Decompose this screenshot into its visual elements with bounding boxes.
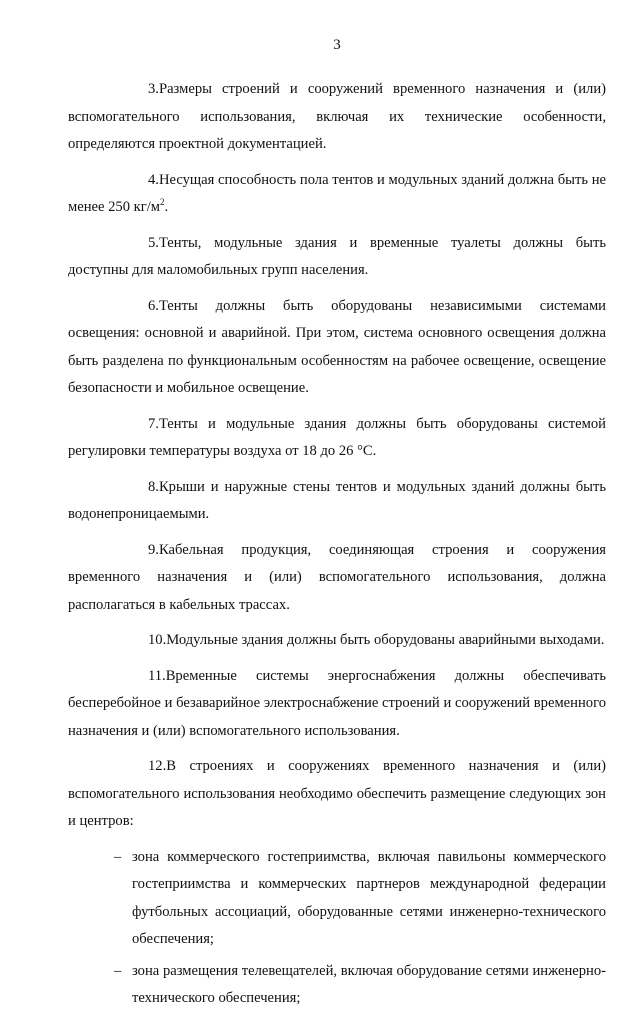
list-dash: – [114, 962, 122, 979]
paragraph-text: Несущая способность пола тентов и модульных зданий должна быть не менее 250 кг/м [68, 171, 606, 215]
paragraph-number: 9. [148, 541, 159, 558]
paragraph-text: Крыши и наружные стены тентов и модульных зданий должны быть водонепроницаемыми. [68, 478, 606, 522]
paragraph-text: Тенты должны быть оборудованы независимыми системами освещения: основной и аварийной. При этом, система основного освещения должна быть разделена по функциональным особенностям на рабочее освещение, освещение безопасности и мобильное освещение. [68, 297, 606, 396]
list-item [68, 958, 606, 1013]
paragraph-11 [68, 663, 606, 746]
paragraph-8 [68, 474, 606, 529]
paragraph-text: Кабельная продукция, соединяющая строения и сооружения временного назначения и (или) вспомогательного использования, должна располагаться в кабельных трассах. [68, 541, 606, 613]
paragraph-number: 11. [148, 667, 166, 684]
paragraph-10 [68, 627, 606, 655]
paragraph-number: 8. [148, 478, 159, 495]
paragraph-4 [68, 167, 606, 222]
paragraph-number: 10. [148, 632, 167, 648]
paragraph-text: Размеры строений и сооружений временного назначения и (или) вспомогательного использования, включая их технические особенности, определяются проектной документацией. [68, 81, 606, 152]
paragraph-number: 7. [148, 415, 159, 432]
paragraph-text: Тенты, модульные здания и временные туалеты должны быть доступны для маломобильных групп населения. [68, 234, 606, 278]
page-number: 3 [333, 37, 341, 53]
paragraph-text: В строениях и сооружениях временного назначения и (или) вспомогательного использования необходимо обеспечить размещение следующих зон и центров: [68, 758, 606, 829]
paragraph-text: Модульные здания должны быть оборудованы аварийными выходами. [166, 632, 605, 648]
paragraph-number: 4. [148, 171, 159, 188]
paragraph-5 [68, 230, 606, 285]
paragraph-number: 12. [148, 758, 167, 774]
paragraph-12 [68, 753, 606, 836]
zones-list [68, 844, 606, 1013]
list-item-text: зона коммерческого гостеприимства, включая павильоны коммерческого гостеприимства и коммерческих партнеров международной федерации футбольных ассоциаций, оборудованные сетями инженерно-технического обеспечения; [132, 848, 606, 947]
document-body [68, 76, 606, 1013]
superscript: 2 [160, 197, 165, 208]
list-item [68, 844, 606, 954]
paragraph-6 [68, 293, 606, 403]
paragraph-number: 6. [148, 297, 159, 314]
paragraph-9 [68, 537, 606, 620]
paragraph-text: Временные системы энергоснабжения должны обеспечивать бесперебойное и безаварийное электроснабжение строений и сооружений временного назначения и (или) вспомогательного использования. [68, 667, 606, 739]
list-dash: – [114, 848, 122, 865]
paragraph-7 [68, 411, 606, 466]
paragraph-text: Тенты и модульные здания должны быть оборудованы системой регулировки температуры воздуха от 18 до 26 °С. [68, 415, 606, 459]
list-item-text: зона размещения телевещателей, включая оборудование сетями инженерно-технического обеспечения; [132, 962, 606, 1006]
paragraph-number: 3. [148, 81, 159, 97]
paragraph-3 [68, 76, 606, 159]
paragraph-tail: . [164, 199, 169, 215]
paragraph-number: 5. [148, 234, 159, 251]
